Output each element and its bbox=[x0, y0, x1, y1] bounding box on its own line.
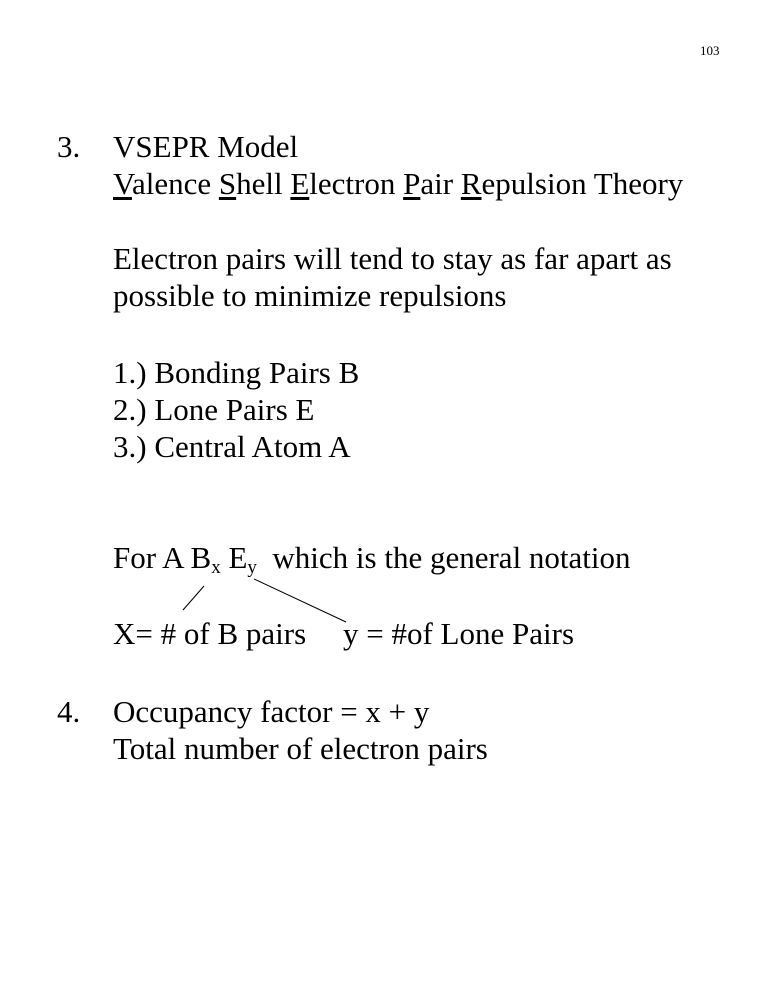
list-item-central: 3.) Central Atom A bbox=[113, 429, 351, 464]
acronym-letter: S bbox=[218, 166, 237, 201]
y-definition: y = #of Lone Pairs bbox=[343, 616, 575, 651]
section-4-title: Occupancy factor = x + y bbox=[113, 694, 430, 729]
notation-e: E bbox=[220, 540, 248, 575]
description-line-1: Electron pairs will tend to stay as far apart as bbox=[113, 241, 672, 276]
x-connector-line bbox=[183, 586, 204, 610]
acronym-word: alence bbox=[131, 166, 219, 201]
subscript-y: y bbox=[247, 557, 257, 578]
x-definition: X= # of B pairs bbox=[113, 616, 307, 651]
acronym-letter: V bbox=[113, 166, 132, 201]
acronym-letter: E bbox=[290, 166, 310, 201]
acronym-word: air bbox=[420, 166, 461, 201]
list-item-bonding: 1.) Bonding Pairs B bbox=[113, 355, 360, 390]
section-4-subtitle: Total number of electron pairs bbox=[113, 731, 488, 766]
notation-prefix: For A B bbox=[113, 540, 212, 575]
acronym-word: hell bbox=[236, 166, 291, 201]
section-3-title: VSEPR Model bbox=[113, 129, 299, 164]
page-number: 103 bbox=[700, 43, 720, 58]
acronym-word: epulsion Theory bbox=[481, 166, 684, 201]
notation-suffix: which is the general notation bbox=[256, 540, 631, 575]
description-line-2: possible to minimize repulsions bbox=[113, 278, 507, 313]
acronym-letter: P bbox=[403, 166, 421, 201]
list-item-lone: 2.) Lone Pairs E bbox=[113, 392, 315, 427]
section-4-number: 4. bbox=[57, 694, 81, 729]
acronym-letter: R bbox=[460, 166, 482, 201]
subscript-x: x bbox=[211, 557, 221, 578]
acronym-word: lectron bbox=[309, 166, 404, 201]
section-3-number: 3. bbox=[57, 129, 81, 164]
